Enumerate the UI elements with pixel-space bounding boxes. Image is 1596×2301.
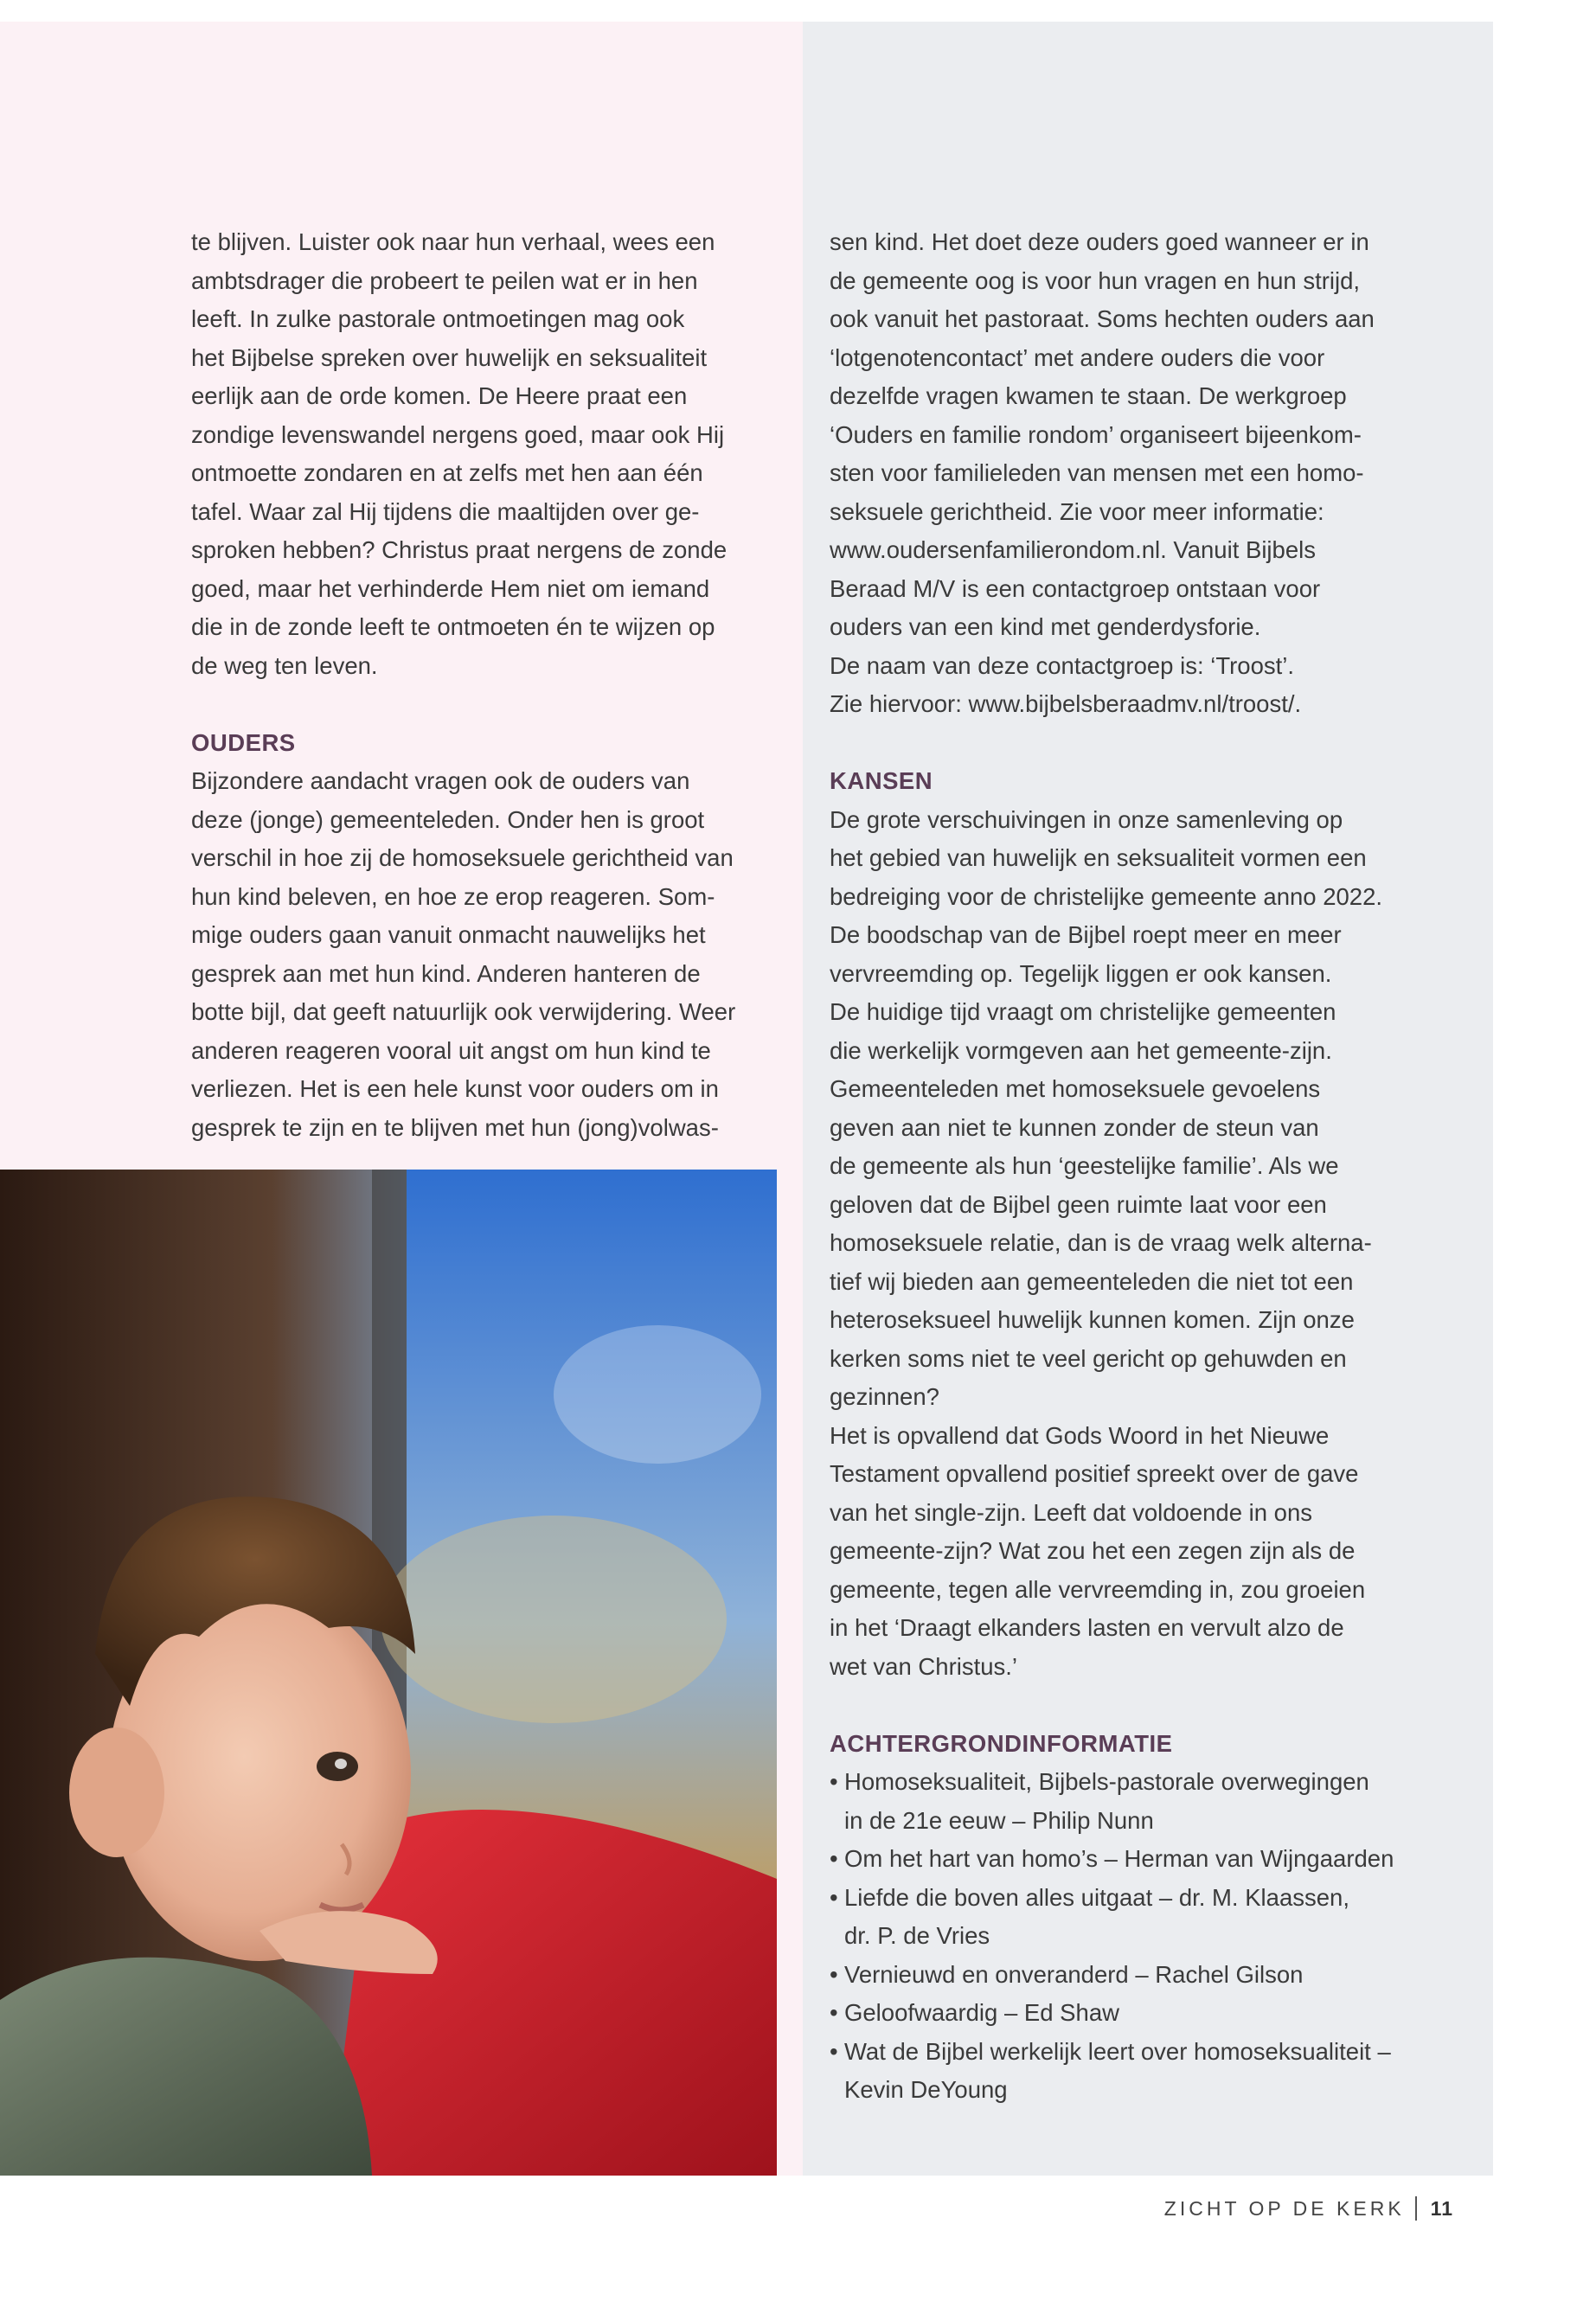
left-text-column	[191, 223, 788, 1147]
text-line: mige ouders gaan vanuit onmacht nauwelijks het	[191, 921, 706, 948]
reading-list-item-continuation: Kevin DeYoung	[844, 2076, 1008, 2103]
reading-list-item-continuation: in de 21e eeuw – Philip Nunn	[844, 1806, 1154, 1834]
text-line: ouders van een kind met genderdysforie.	[830, 613, 1261, 640]
bullet-icon: •	[830, 2037, 838, 2065]
text-line: De huidige tijd vraagt om christelijke gemeenten	[830, 998, 1336, 1025]
text-line: homoseksuele relatie, dan is de vraag welk alterna-	[830, 1229, 1372, 1256]
paragraph-gap	[191, 685, 788, 724]
text-line: ‘Ouders en familie rondom’ organiseert bijeenkom-	[830, 420, 1362, 448]
footer-divider	[1415, 2196, 1417, 2221]
ouders-heading: OUDERS	[191, 728, 296, 756]
text-line: in het ‘Draagt elkanders lasten en vervult alzo de	[830, 1614, 1344, 1641]
text-line: sten voor familieleden van mensen met een homo-	[830, 459, 1364, 486]
text-line: tief wij bieden aan gemeenteleden die niet tot een	[830, 1267, 1354, 1295]
paragraph-gap	[830, 1686, 1435, 1725]
text-line: ook vanuit het pastoraat. Soms hechten ouders aan	[830, 305, 1375, 332]
text-line: vervreemding op. Tegelijk liggen er ook kansen.	[830, 959, 1332, 987]
intro-paragraph	[191, 223, 788, 685]
page-footer	[1164, 2191, 1453, 2226]
text-line: De grote verschuivingen in onze samenleving op	[830, 805, 1343, 833]
kansen-heading: KANSEN	[830, 767, 933, 794]
text-line: verschil in hoe zij de homoseksuele gerichtheid van	[191, 844, 734, 871]
text-line: gesprek te zijn en te blijven met hun (jong)volwas-	[191, 1113, 719, 1141]
text-line: dezelfde vragen kwamen te staan. De werkgroep	[830, 382, 1347, 409]
text-line: Beraad M/V is een contactgroep ontstaan voor	[830, 574, 1321, 602]
text-line: bedreiging voor de christelijke gemeente anno 2022.	[830, 882, 1383, 910]
reading-list-item: • Geloofwaardig – Ed Shaw	[830, 1994, 1435, 2033]
ouders-paragraph	[191, 762, 788, 1147]
text-line: Bijzondere aandacht vragen ook de ouders van	[191, 767, 690, 794]
text-line: De boodschap van de Bijbel roept meer en meer	[830, 921, 1342, 948]
text-line: ambtsdrager die probeert te peilen wat er in hen	[191, 266, 698, 294]
text-line: Testament opvallend positief spreekt over de gave	[830, 1460, 1359, 1487]
reading-list-item: • Liefde die boven alles uitgaat – dr. M. Klaassen,	[830, 1879, 1435, 1918]
text-line: seksuele gerichtheid. Zie voor meer informatie:	[830, 497, 1324, 525]
reading-list-item: • Vernieuwd en onveranderd – Rachel Gilson	[830, 1956, 1435, 1995]
child-at-window-photo	[0, 1170, 777, 2176]
text-line: de weg ten leven.	[191, 651, 378, 679]
text-line: zondige levenswandel nergens goed, maar ook Hij	[191, 420, 725, 448]
text-line: ontmoette zondaren en at zelfs met hen aan één	[191, 459, 703, 486]
text-line: wet van Christus.’	[830, 1652, 1018, 1680]
text-line: verliezen. Het is een hele kunst voor ouders om in	[191, 1075, 719, 1102]
reading-list	[830, 1763, 1435, 2110]
page-number: 11	[1430, 2196, 1453, 2220]
reading-list-item: • Om het hart van homo’s – Herman van Wijngaarden	[830, 1840, 1435, 1879]
text-line: anderen reageren vooral uit angst om hun kind te	[191, 1036, 711, 1064]
text-line: sproken hebben? Christus praat nergens de zonde	[191, 536, 727, 563]
text-line: die in de zonde leeft te ontmoeten én te wijzen op	[191, 613, 715, 640]
text-line: kerken soms niet te veel gericht op gehuwden en	[830, 1344, 1347, 1372]
text-line: eerlijk aan de orde komen. De Heere praat een	[191, 382, 688, 409]
right-intro-paragraph	[830, 223, 1435, 724]
text-line: heteroseksueel huwelijk kunnen komen. Zijn onze	[830, 1306, 1355, 1333]
text-line: ‘lotgenotencontact’ met andere ouders die voor	[830, 343, 1325, 371]
text-line: het gebied van huwelijk en seksualiteit vormen een	[830, 844, 1367, 871]
bullet-icon: •	[830, 1768, 838, 1795]
text-line: hun kind beleven, en hoe ze erop reageren. Som-	[191, 882, 715, 910]
text-line: goed, maar het verhinderde Hem niet om iemand	[191, 574, 710, 602]
text-line: gemeente, tegen alle vervreemding in, zou groeien	[830, 1575, 1366, 1603]
magazine-name: ZICHT OP DE KERK	[1163, 2196, 1405, 2220]
right-text-column	[830, 223, 1435, 2110]
text-line: gezinnen?	[830, 1383, 939, 1410]
text-line: van het single-zijn. Leeft dat voldoende in ons	[830, 1498, 1313, 1526]
bullet-icon: •	[830, 1960, 838, 1988]
text-line: leeft. In zulke pastorale ontmoetingen mag ook	[191, 305, 685, 332]
text-line: sen kind. Het doet deze ouders goed wanneer er in	[830, 228, 1369, 255]
text-line: tafel. Waar zal Hij tijdens die maaltijden over ge-	[191, 497, 700, 525]
reading-list-item: • Wat de Bijbel werkelijk leert over homoseksualiteit –	[830, 2033, 1435, 2072]
kansen-paragraph	[830, 801, 1435, 1687]
text-line: de gemeente als hun ‘geestelijke familie’. Als we	[830, 1152, 1339, 1179]
text-line: Het is opvallend dat Gods Woord in het Nieuwe	[830, 1421, 1330, 1449]
text-line: deze (jonge) gemeenteleden. Onder hen is groot	[191, 805, 705, 833]
text-line: De naam van deze contactgroep is: ‘Troost’.	[830, 651, 1295, 679]
text-line: www.oudersenfamilierondom.nl. Vanuit Bijbels	[830, 536, 1316, 563]
bullet-icon: •	[830, 1845, 838, 1872]
text-line: het Bijbelse spreken over huwelijk en seksualiteit	[191, 343, 708, 371]
reading-list-item: • Homoseksualiteit, Bijbels-pastorale overwegingen	[830, 1763, 1435, 1802]
text-line: de gemeente oog is voor hun vragen en hun strijd,	[830, 266, 1361, 294]
bullet-icon: •	[830, 1883, 838, 1911]
text-line: gemeente-zijn? Wat zou het een zegen zijn als de	[830, 1537, 1356, 1564]
bullet-icon: •	[830, 1999, 838, 2026]
text-line: botte bijl, dat geeft natuurlijk ook verwijdering. Weer	[191, 998, 736, 1025]
text-line: geloven dat de Bijbel geen ruimte laat voor een	[830, 1190, 1327, 1218]
text-line: die werkelijk vormgeven aan het gemeente-zijn.	[830, 1036, 1332, 1064]
reading-list-item-continuation: dr. P. de Vries	[844, 1922, 990, 1949]
text-line: Zie hiervoor: www.bijbelsberaadmv.nl/troost/.	[830, 690, 1302, 717]
text-line: Gemeenteleden met homoseksuele gevoelens	[830, 1075, 1321, 1102]
text-line: gesprek aan met hun kind. Anderen hanteren de	[191, 959, 701, 987]
paragraph-gap	[830, 724, 1435, 763]
achtergrond-heading: ACHTERGRONDINFORMATIE	[830, 1729, 1173, 1757]
text-line: te blijven. Luister ook naar hun verhaal, wees een	[191, 228, 715, 255]
text-line: geven aan niet te kunnen zonder de steun van	[830, 1113, 1319, 1141]
